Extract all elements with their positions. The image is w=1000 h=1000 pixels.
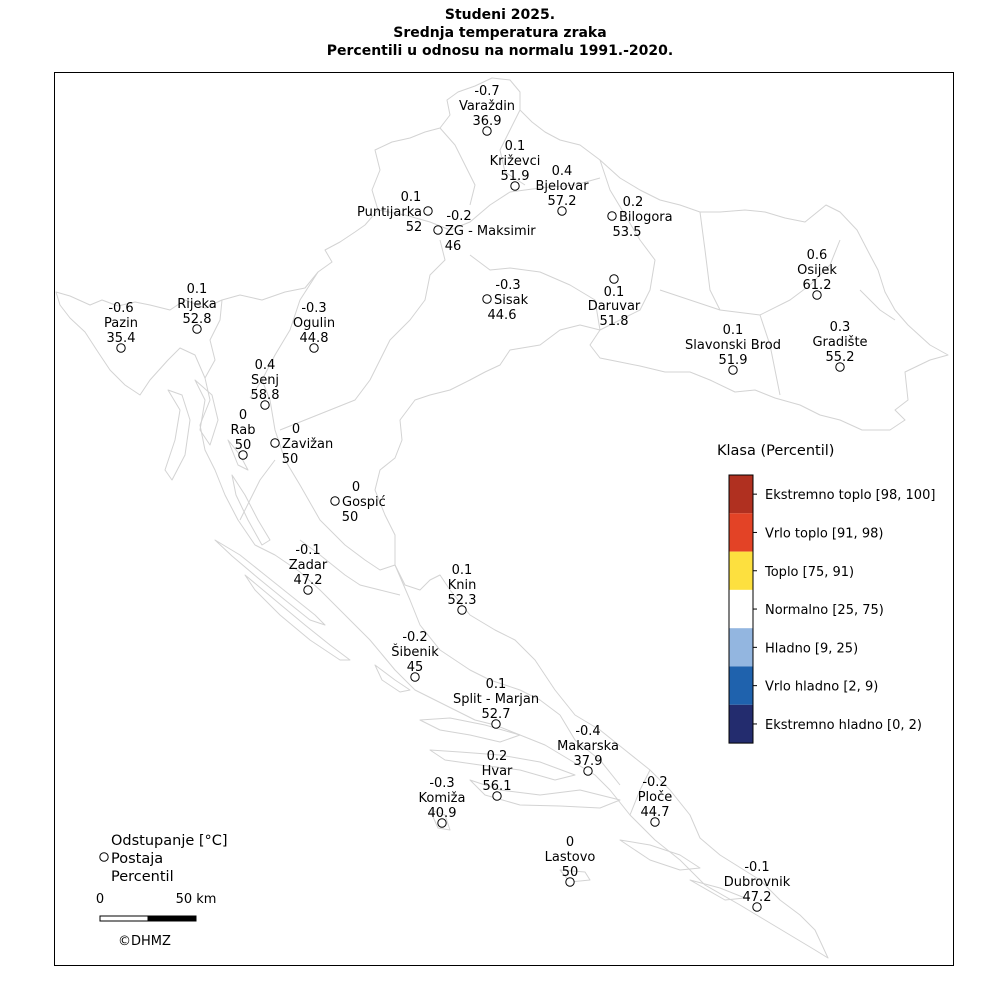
- station-marker: [434, 226, 442, 234]
- station-marker: [424, 207, 432, 215]
- title-line-2: Srednja temperatura zraka: [393, 25, 607, 41]
- station-puntijarka: [357, 190, 432, 235]
- map-frame: [55, 73, 954, 966]
- station-makarska: [557, 724, 619, 775]
- legend-swatch: [729, 590, 753, 628]
- station-percentile: 35.4: [106, 331, 136, 346]
- station-percentile: 52.7: [481, 707, 511, 722]
- station-anomaly: -0.1: [295, 543, 321, 558]
- station-anomaly: 0.1: [504, 139, 526, 154]
- station-anomaly: -0.2: [642, 775, 668, 790]
- station-anomaly: -0.2: [402, 630, 428, 645]
- station-anomaly: 0: [351, 480, 361, 495]
- station-name: Split - Marjan: [452, 692, 540, 707]
- station-percentile: 51.8: [599, 314, 629, 329]
- station-anomaly: 0.1: [451, 563, 473, 578]
- scale-bar-end-label: 50 km: [175, 892, 217, 907]
- station-zg-maksimir: [434, 209, 537, 254]
- legend-swatch: [729, 513, 753, 551]
- legend-swatch: [729, 705, 753, 743]
- station-name: Lastovo: [544, 850, 596, 865]
- station-name: Varaždin: [458, 99, 516, 114]
- station-lastovo: [545, 835, 596, 886]
- station-dubrovnik: [724, 860, 791, 911]
- station-gradište: [812, 320, 867, 371]
- station-percentile: 58.8: [250, 388, 280, 403]
- station-percentile: 47.2: [742, 890, 772, 905]
- station-percentile: 44.7: [640, 805, 670, 820]
- station-name: Zavižan: [282, 437, 334, 452]
- station-marker: [608, 212, 616, 220]
- station-marker: [610, 275, 618, 283]
- station-gospić: [331, 480, 386, 525]
- station-percentile: 51.9: [500, 169, 530, 184]
- croatia-outline: [56, 78, 948, 958]
- station-osijek: [797, 248, 837, 299]
- legend-swatch: [729, 475, 753, 513]
- scale-bar-white-segment: [100, 916, 148, 921]
- station-name: Senj: [250, 373, 280, 388]
- legend-label: Normalno [25, 75): [765, 603, 884, 619]
- title-line-3: Percentili u odnosu na normalu 1991.-2020.: [326, 43, 674, 59]
- station-key: [100, 833, 228, 885]
- station-name: Makarska: [557, 739, 619, 754]
- station-name: Ogulin: [292, 316, 336, 331]
- station-anomaly: -0.3: [301, 301, 327, 316]
- station-rab: [231, 408, 256, 459]
- station-anomaly: -0.3: [429, 776, 455, 791]
- station-anomaly: 0.1: [400, 190, 422, 205]
- station-anomaly: 0.3: [829, 320, 851, 335]
- station-percentile: 52.3: [447, 593, 477, 608]
- station-percentile: 51.9: [718, 353, 748, 368]
- station-percentile: 56.1: [482, 779, 512, 794]
- station-name: Dubrovnik: [723, 875, 791, 890]
- key-station-marker: [100, 853, 108, 861]
- station-percentile: 52.8: [182, 312, 212, 327]
- station-anomaly: 0.6: [806, 248, 828, 263]
- station-percentile: 57.2: [547, 194, 577, 209]
- station-marker: [271, 439, 279, 447]
- station-percentile: 37.9: [573, 754, 603, 769]
- station-name: Osijek: [797, 263, 837, 278]
- legend-label: Ekstremno hladno [0, 2): [765, 717, 923, 733]
- legend-label: Vrlo toplo [91, 98): [765, 526, 884, 542]
- legend: [729, 475, 935, 743]
- station-name: Zadar: [288, 558, 328, 573]
- scale-bar-black-segment: [148, 916, 196, 921]
- station-anomaly: 0: [291, 422, 301, 437]
- key-station-label: Postaja: [111, 851, 164, 867]
- station-percentile: 45: [406, 660, 424, 675]
- station-name: Hvar: [481, 764, 513, 779]
- station-percentile: 61.2: [802, 278, 832, 293]
- station-percentile: 46: [444, 239, 462, 254]
- station-name: Pazin: [104, 316, 138, 331]
- station-percentile: 44.8: [299, 331, 329, 346]
- legend-label: Ekstremno toplo [98, 100]: [765, 488, 936, 504]
- station-name: ZG - Maksimir: [445, 224, 536, 239]
- station-ogulin: [293, 301, 335, 352]
- station-slavonski-brod: [685, 323, 781, 374]
- station-percentile: 40.9: [427, 806, 457, 821]
- station-name: Komiža: [418, 791, 466, 806]
- station-anomaly: 0.4: [551, 164, 573, 179]
- station-name: Šibenik: [391, 645, 439, 660]
- station-zadar: [289, 543, 328, 594]
- station-anomaly: -0.7: [474, 84, 500, 99]
- station-anomaly: 0.1: [485, 677, 507, 692]
- copyright: ©DHMZ: [118, 934, 171, 949]
- station-sisak: [483, 278, 529, 323]
- station-percentile: 53.5: [612, 225, 642, 240]
- station-name: Puntijarka: [357, 205, 422, 220]
- station-anomaly: 0.1: [722, 323, 744, 338]
- station-name: Ploče: [637, 790, 673, 805]
- county-lines: [205, 110, 895, 815]
- station-percentile: 50: [341, 510, 359, 525]
- scale-bar-start-label: 0: [95, 892, 105, 907]
- station-senj: [251, 358, 280, 409]
- station-bjelovar: [535, 164, 589, 215]
- station-anomaly: 0.2: [622, 195, 644, 210]
- station-name: Bjelovar: [535, 179, 589, 194]
- legend-swatch: [729, 552, 753, 590]
- station-name: Gradište: [812, 335, 868, 350]
- station-anomaly: -0.4: [575, 724, 601, 739]
- station-name: Križevci: [489, 154, 541, 169]
- station-name: Rab: [230, 423, 256, 438]
- legend-label: Vrlo hladno [2, 9): [765, 679, 879, 695]
- station-daruvar: [588, 275, 641, 329]
- station-ploče: [638, 775, 673, 826]
- legend-label: Toplo [75, 91): [765, 564, 855, 580]
- station-percentile: 52: [405, 220, 423, 235]
- station-anomaly: 0.1: [603, 285, 625, 300]
- station-anomaly: -0.6: [108, 301, 134, 316]
- station-varaždin: [459, 84, 515, 135]
- station-anomaly: 0: [565, 835, 575, 850]
- station-rijeka: [177, 282, 217, 333]
- station-anomaly: -0.2: [446, 209, 472, 224]
- station-percentile: 36.9: [472, 114, 502, 129]
- station-anomaly: 0.4: [254, 358, 276, 373]
- title-line-1: Studeni 2025.: [444, 7, 556, 23]
- station-name: Slavonski Brod: [685, 338, 781, 353]
- country-borders: [56, 78, 948, 958]
- station-split-marjan: [453, 677, 539, 728]
- station-anomaly: 0.1: [186, 282, 208, 297]
- legend-title: Klasa (Percentil): [717, 443, 835, 459]
- station-name: Sisak: [494, 293, 529, 308]
- station-name: Bilogora: [619, 210, 673, 225]
- station-name: Daruvar: [587, 299, 641, 314]
- station-percentile: 50: [561, 865, 579, 880]
- station-name: Rijeka: [177, 297, 217, 312]
- station-percentile: 50: [234, 438, 252, 453]
- station-percentile: 44.6: [487, 308, 517, 323]
- legend-label: Hladno [9, 25): [765, 641, 859, 657]
- station-križevci: [490, 139, 541, 190]
- station-anomaly: -0.3: [495, 278, 521, 293]
- key-anomaly-label: Odstupanje [°C]: [111, 833, 228, 849]
- legend-swatch: [729, 667, 753, 705]
- station-marker: [483, 295, 491, 303]
- key-percentile-label: Percentil: [111, 869, 174, 885]
- station-name: Knin: [447, 578, 477, 593]
- station-percentile: 50: [281, 452, 299, 467]
- scale-bar: [96, 892, 217, 921]
- station-anomaly: 0.2: [486, 749, 508, 764]
- legend-swatch: [729, 628, 753, 666]
- station-percentile: 55.2: [825, 350, 855, 365]
- station-komiža: [419, 776, 466, 827]
- station-percentile: 47.2: [293, 573, 323, 588]
- station-anomaly: 0: [238, 408, 248, 423]
- station-name: Gospić: [342, 495, 386, 510]
- station-knin: [448, 563, 477, 614]
- station-pazin: [104, 301, 138, 352]
- station-anomaly: -0.1: [744, 860, 770, 875]
- station-marker: [331, 497, 339, 505]
